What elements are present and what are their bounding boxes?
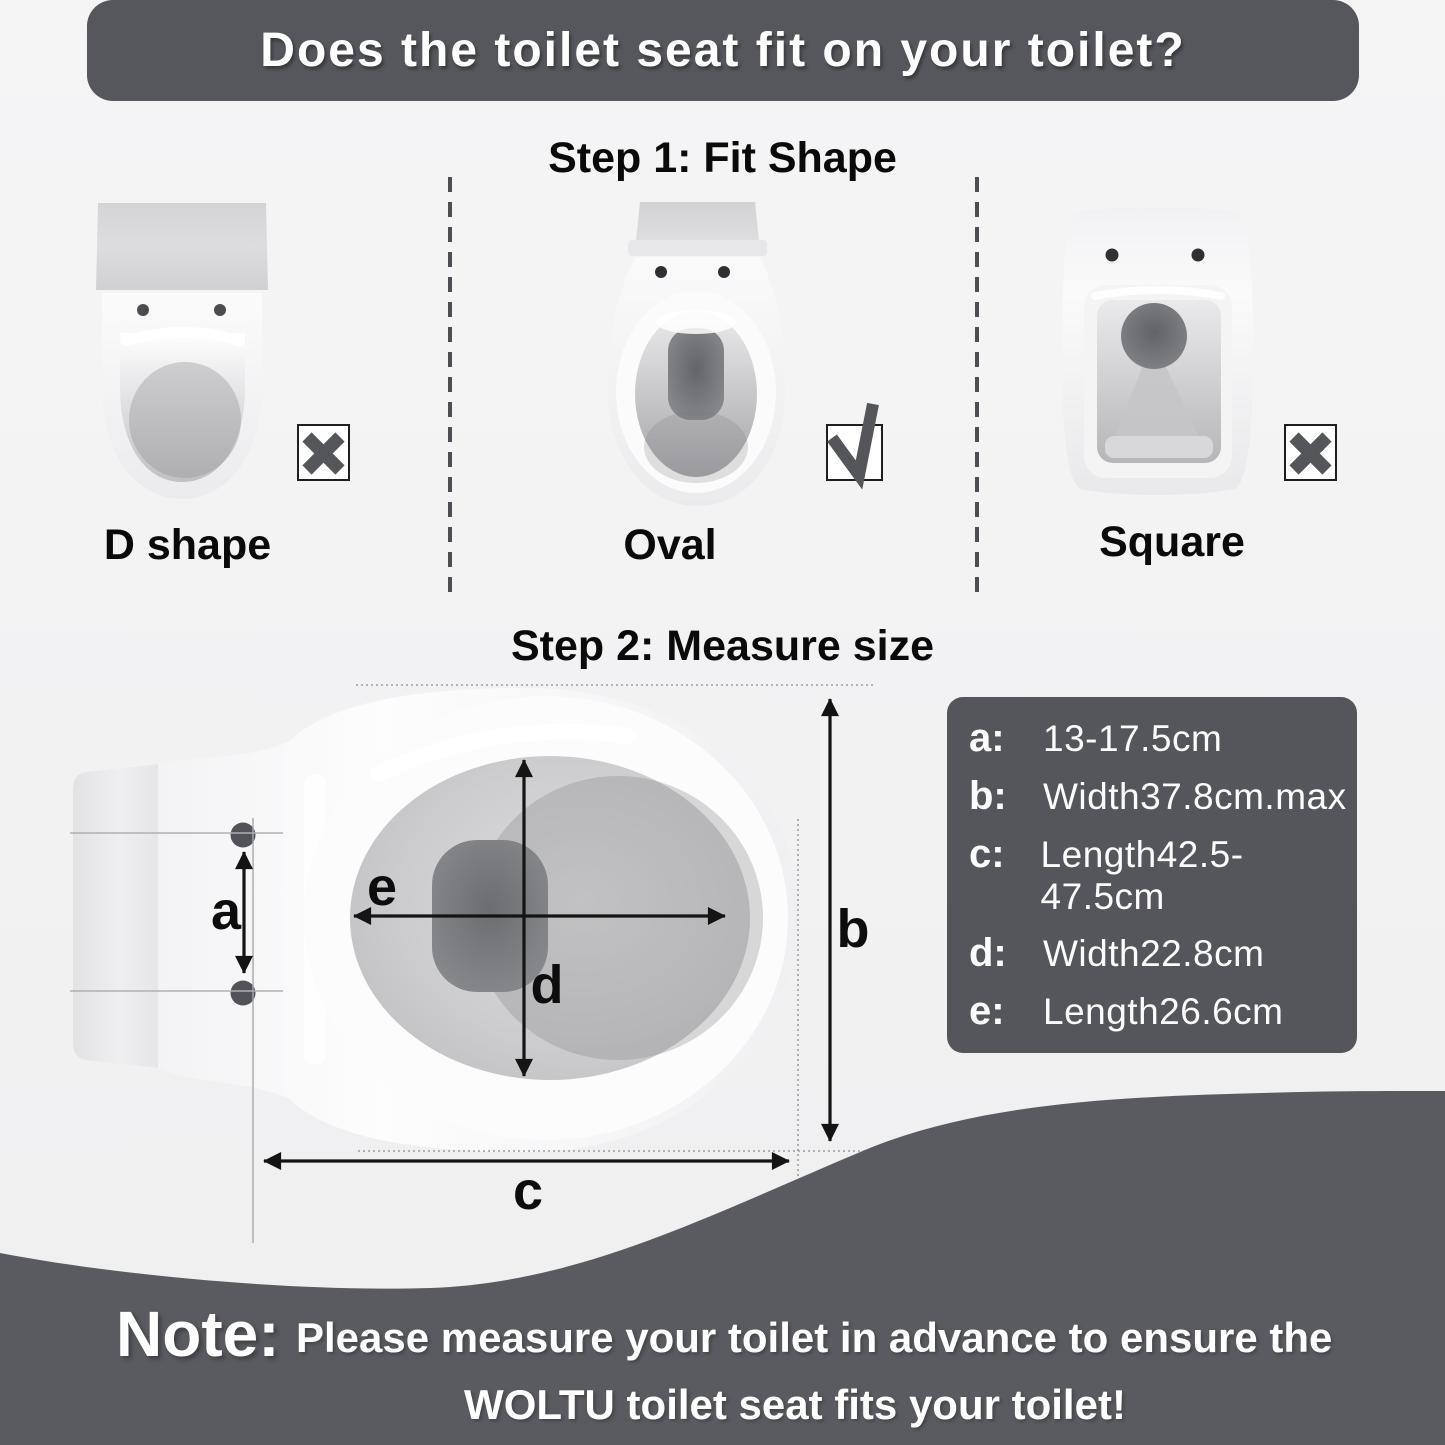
measure-label-e: e	[366, 857, 398, 917]
step1-heading: Step 1: Fit Shape	[548, 134, 897, 182]
shape-label-d-shape: D shape	[103, 521, 272, 569]
size-row-d	[969, 931, 1357, 976]
size-row-e	[969, 989, 1357, 1034]
size-key: c:	[969, 832, 1005, 876]
shape-label-square: Square	[1099, 518, 1245, 566]
note-label: Note:	[116, 1298, 280, 1370]
size-key: a:	[969, 716, 1005, 760]
size-row-a	[969, 716, 1357, 761]
size-key: d:	[969, 931, 1007, 975]
size-row-c	[969, 832, 1357, 918]
measure-label-b: b	[836, 899, 870, 959]
size-table-panel	[947, 697, 1357, 1053]
size-value: Width37.8cm.max	[1043, 776, 1347, 817]
size-value: Width22.8cm	[1043, 933, 1265, 974]
measure-label-d: d	[530, 955, 564, 1015]
size-key: b:	[969, 774, 1007, 818]
size-value: 13-17.5cm	[1043, 718, 1223, 759]
banner-title: Does the toilet seat fit on your toilet?	[260, 24, 1186, 77]
note-text-line1: Please measure your toilet in advance to ensure the	[296, 1314, 1333, 1361]
note-text-line2: WOLTU toilet seat fits your toilet!	[464, 1381, 1126, 1428]
shape-label-oval: Oval	[623, 521, 717, 569]
size-key: e:	[969, 989, 1005, 1033]
size-value: Length26.6cm	[1043, 991, 1284, 1032]
measure-label-c: c	[512, 1161, 544, 1221]
size-row-b	[969, 774, 1357, 819]
measure-label-a: a	[210, 881, 242, 941]
size-value: Length42.5-47.5cm	[1040, 834, 1244, 917]
step2-heading: Step 2: Measure size	[510, 622, 934, 670]
